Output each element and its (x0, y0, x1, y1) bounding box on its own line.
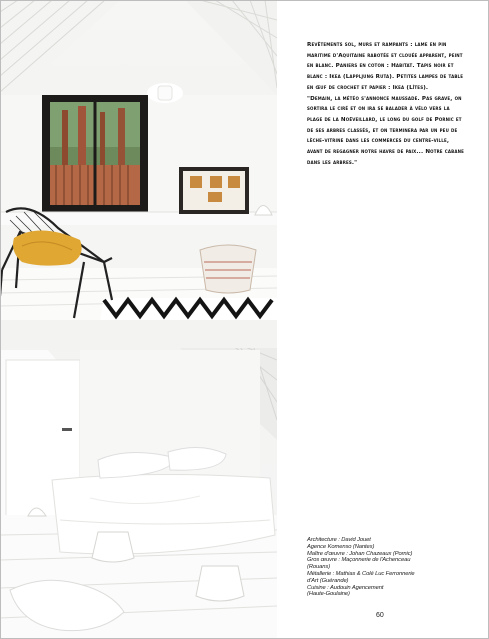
credit-line: Agence Komenso (Nantes) (307, 543, 375, 550)
credit-line: (Rouans) (307, 564, 331, 571)
article-paragraph-materials: Revêtements sol, murs et rampants : lame en pin maritime d'Aquitaine rabotée et clouée apparent, peint en blanc. Paniers en coton : Habitat. Tapis noir et blanc : Ikea (Lappljung Ruta). Petites lampes de table en œuf de crochet et papier : Ikea (Lîtes). (307, 42, 464, 91)
credit-line: (Haute-Goulaine) (307, 591, 350, 598)
credit-line: Cuisine : Audouin Agencement (307, 584, 384, 591)
photo-bedroom (0, 320, 277, 639)
credit-line: d'Art (Guérande) (307, 577, 349, 584)
credit-line: Métallerie : Mathias & Colé Luc Ferronnerie (307, 570, 415, 577)
credit-line: Gros œuvre : Maçonnerie de l'Achenceau (307, 557, 411, 564)
credits-block (307, 537, 447, 598)
credit-line: Maître d'œuvre : Johan Chazeaux (Pornic) (307, 550, 413, 557)
credit-line: Architecture : David Jouet (307, 537, 371, 543)
page-number: 60 (376, 612, 384, 619)
photo-living-corner (0, 0, 277, 320)
article-paragraph-quote: "Demain, la météo s'annonce maussade. Pas grave, on sortira le ciré et on ira se balader à vélo vers la plage de la Noëveillard, le long du golf de Pornic et de ses arbres classés, et on terminera par un peu de lèche-vitrine dans les commerces du centre-ville, avant de regagner notre havre de paix... Notre cabane dans les arbres." (307, 95, 464, 166)
photo-bedroom-illustration (0, 320, 277, 639)
photo-living-corner-illustration (0, 0, 277, 320)
article-text (307, 40, 465, 168)
